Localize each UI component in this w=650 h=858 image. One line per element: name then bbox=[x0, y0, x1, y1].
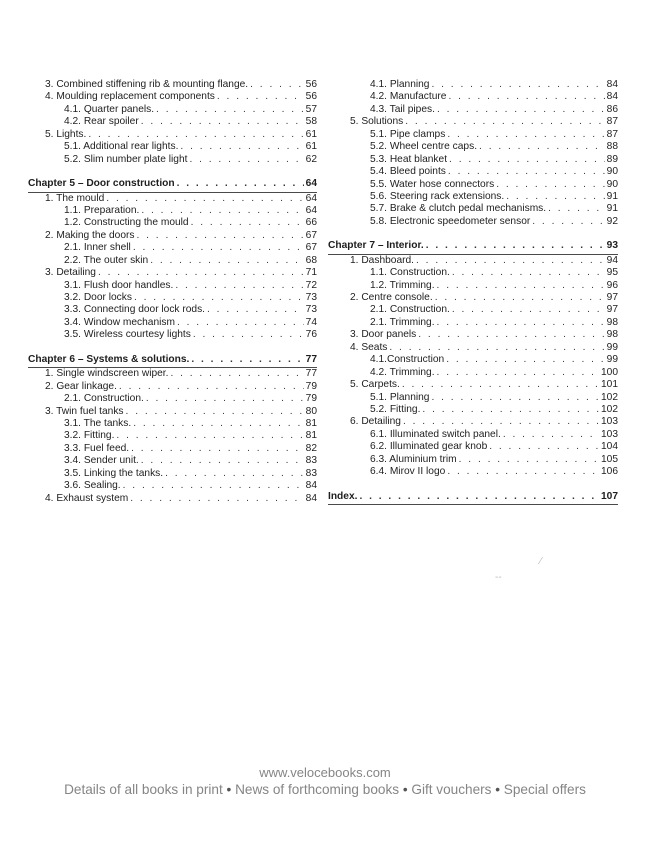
toc-page-number: 57 bbox=[305, 103, 317, 115]
toc-page-number: 61 bbox=[305, 141, 317, 153]
toc-entry bbox=[28, 267, 317, 279]
footer-tagline bbox=[0, 782, 650, 797]
toc-entry-title: 5.2. Slim number plate light bbox=[64, 153, 188, 165]
toc-page-number: 74 bbox=[305, 316, 317, 328]
toc-entry-title: 1. The mould bbox=[45, 192, 105, 204]
toc-entry-title: 3. Detailing bbox=[45, 267, 96, 279]
toc-entry-title: 2. Centre console. bbox=[350, 292, 433, 303]
dot-leader bbox=[431, 392, 599, 404]
toc-entry-title: 1.2. Trimming. bbox=[370, 279, 435, 291]
toc-page-number: 101 bbox=[601, 379, 618, 391]
toc-entry-title: Index. bbox=[328, 490, 358, 502]
toc-page-number: 64 bbox=[305, 204, 317, 216]
dot-leader bbox=[437, 280, 605, 292]
toc-page-number: 99 bbox=[606, 341, 618, 353]
toc-page-number: 68 bbox=[305, 254, 317, 266]
toc-entry bbox=[28, 230, 317, 242]
toc-entry-title: 3. Twin fuel tanks bbox=[45, 405, 124, 417]
toc-page-number: 103 bbox=[601, 416, 618, 428]
toc-page-number: 100 bbox=[601, 366, 618, 378]
toc-page-number: 105 bbox=[601, 453, 618, 465]
dot-leader bbox=[389, 342, 604, 354]
toc-entry bbox=[328, 304, 618, 316]
dot-leader bbox=[496, 179, 604, 191]
dot-leader bbox=[189, 154, 303, 166]
toc-page-number: 83 bbox=[305, 455, 317, 467]
dot-leader bbox=[150, 255, 303, 267]
dot-leader bbox=[106, 193, 303, 205]
toc-entry bbox=[28, 116, 317, 128]
toc-entry bbox=[328, 354, 618, 366]
toc-entry-title: 4. Moulding replacement components bbox=[45, 91, 215, 103]
footer-item: Details of all books in print bbox=[64, 782, 223, 797]
toc-page-number: 87 bbox=[606, 116, 618, 128]
toc-page-number: 62 bbox=[305, 153, 317, 165]
dot-leader bbox=[141, 455, 304, 467]
toc-page-number: 76 bbox=[305, 329, 317, 341]
toc-entry-title: 5. Lights. bbox=[45, 128, 87, 140]
toc-page-number: 84 bbox=[305, 480, 317, 492]
toc-page-number: 107 bbox=[601, 490, 618, 502]
toc-page-number: 96 bbox=[606, 279, 618, 291]
toc-page-number: 73 bbox=[305, 304, 317, 316]
toc-entry-title: 3.4. Window mechanism bbox=[64, 316, 175, 328]
toc-entry-title: 2.1. Trimming. bbox=[370, 316, 435, 328]
dot-leader bbox=[448, 91, 604, 103]
dot-leader bbox=[136, 230, 303, 242]
toc-entry-title: 6.2. Illuminated gear knob bbox=[370, 441, 488, 453]
toc-entry bbox=[328, 367, 618, 379]
toc-page-number: 87 bbox=[606, 128, 618, 140]
toc-entry bbox=[328, 129, 618, 141]
dot-leader bbox=[191, 217, 304, 229]
toc-entry-title: 5.1. Planning bbox=[370, 391, 430, 403]
toc-entry-title: 4.1. Quarter panels. bbox=[64, 103, 155, 115]
dot-leader bbox=[447, 129, 604, 141]
toc-page-number: 88 bbox=[606, 141, 618, 153]
toc-entry bbox=[28, 480, 317, 492]
toc-entry bbox=[328, 116, 618, 128]
dot-leader bbox=[403, 416, 599, 428]
dot-leader bbox=[416, 255, 605, 267]
dot-leader bbox=[489, 441, 599, 453]
section-gap bbox=[328, 228, 618, 240]
toc-entry bbox=[328, 267, 618, 279]
toc-entry-title: 4.1.Construction bbox=[370, 354, 445, 366]
toc-entry-title: 6. Detailing bbox=[350, 416, 401, 428]
toc-page-number: 84 bbox=[606, 79, 618, 90]
toc-entry bbox=[328, 91, 618, 103]
toc-entry bbox=[28, 381, 317, 393]
toc-page-number: 77 bbox=[305, 368, 317, 380]
toc-page-number: 93 bbox=[606, 240, 618, 252]
toc-page-number: 90 bbox=[606, 166, 618, 178]
toc-page-number: 56 bbox=[305, 79, 317, 90]
toc-entry bbox=[28, 329, 317, 341]
toc-entry-title: 5. Carpets. bbox=[350, 379, 400, 391]
dot-leader bbox=[133, 418, 303, 430]
toc-entry bbox=[28, 443, 317, 455]
toc-entry bbox=[328, 255, 618, 267]
chapter-underline bbox=[328, 504, 618, 505]
dot-leader bbox=[437, 317, 605, 329]
dot-leader bbox=[134, 292, 304, 304]
bullet-separator: • bbox=[402, 782, 408, 797]
toc-page-number: 77 bbox=[305, 353, 317, 365]
dot-leader bbox=[437, 367, 599, 379]
dot-leader bbox=[532, 216, 604, 228]
toc-page-number: 98 bbox=[606, 329, 618, 341]
toc-entry bbox=[28, 430, 317, 442]
toc-entry bbox=[28, 406, 317, 418]
toc-entry bbox=[28, 468, 317, 480]
toc-entry-title: 4.2. Trimming. bbox=[370, 366, 435, 378]
toc-page-number: 104 bbox=[601, 441, 618, 453]
toc-entry-title: 2. Gear linkage. bbox=[45, 380, 117, 392]
toc-page-number: 86 bbox=[606, 103, 618, 115]
bullet-separator: • bbox=[226, 782, 232, 797]
toc-entry-title: 5.6. Steering rack extensions. bbox=[370, 190, 505, 202]
dot-leader bbox=[217, 91, 304, 103]
toc-entry-title: 3.1. Flush door handles. bbox=[64, 279, 174, 291]
dot-leader bbox=[116, 430, 303, 442]
toc-page-number: 106 bbox=[601, 466, 618, 478]
toc-page-number: 80 bbox=[305, 405, 317, 417]
dot-leader bbox=[452, 304, 605, 316]
toc-entry bbox=[328, 216, 618, 228]
toc-page-number: 66 bbox=[305, 217, 317, 229]
toc-entry-title: Chapter 5 – Door construction bbox=[28, 178, 175, 190]
toc-entry-title: 3.5. Linking the tanks. bbox=[64, 467, 164, 479]
dot-leader bbox=[548, 203, 605, 215]
toc-entry bbox=[328, 342, 618, 354]
dot-leader bbox=[119, 381, 304, 393]
toc-entry-title: 5.7. Brake & clutch pedal mechanisms. bbox=[370, 203, 547, 215]
toc-entry bbox=[28, 129, 317, 141]
dot-leader bbox=[459, 454, 599, 466]
toc-entry-title: 5.1. Pipe clamps bbox=[370, 128, 446, 140]
section-gap bbox=[328, 479, 618, 491]
dot-leader bbox=[88, 129, 303, 141]
dot-leader bbox=[503, 429, 599, 441]
toc-entry-title: 6.3. Aluminium trim bbox=[370, 453, 457, 465]
toc-entry-title: 2.1. Construction. bbox=[370, 304, 450, 316]
dot-leader bbox=[177, 178, 304, 190]
toc-entry-title: 6.4. Mirov II logo bbox=[370, 466, 446, 478]
toc-entry bbox=[28, 193, 317, 205]
toc-entry bbox=[328, 392, 618, 404]
dot-leader bbox=[506, 191, 604, 203]
dot-leader bbox=[207, 304, 304, 316]
dot-leader bbox=[446, 354, 604, 366]
toc-page-number: 67 bbox=[305, 242, 317, 254]
toc-entry bbox=[328, 466, 618, 478]
dot-leader bbox=[170, 368, 303, 380]
toc-entry bbox=[328, 317, 618, 329]
toc-page-number: 58 bbox=[305, 116, 317, 128]
bullet-separator: • bbox=[495, 782, 501, 797]
toc-page-number: 73 bbox=[305, 292, 317, 303]
toc-page-number: 92 bbox=[606, 215, 618, 227]
dot-leader bbox=[431, 79, 604, 91]
dot-leader bbox=[405, 116, 604, 128]
toc-entry bbox=[328, 329, 618, 341]
dot-leader bbox=[141, 116, 304, 128]
toc-entry bbox=[328, 104, 618, 116]
toc-entry bbox=[328, 441, 618, 453]
toc-entry bbox=[328, 179, 618, 191]
toc-entry-title: 4.2. Manufacture bbox=[370, 91, 447, 103]
toc-entry bbox=[328, 379, 618, 391]
toc-entry-title: 4.2. Rear spoiler bbox=[64, 116, 139, 128]
toc-entry bbox=[28, 368, 317, 380]
toc-entry-title: 1. Dashboard. bbox=[350, 254, 414, 266]
toc-page-number: 91 bbox=[606, 203, 618, 215]
toc-entry bbox=[28, 242, 317, 254]
dot-leader bbox=[452, 267, 605, 279]
toc-left-column bbox=[28, 79, 317, 505]
toc-entry-title: 6.1. Illuminated switch panel. bbox=[370, 428, 501, 440]
toc-entry bbox=[328, 79, 618, 91]
toc-page-number: 72 bbox=[305, 279, 317, 291]
toc-entry bbox=[328, 154, 618, 166]
toc-entry bbox=[328, 203, 618, 215]
toc-entry-title: 4. Seats bbox=[350, 341, 388, 353]
toc-chapter-entry bbox=[28, 178, 317, 190]
toc-right-column bbox=[328, 79, 618, 505]
toc-entry-title: 1. Single windscreen wiper. bbox=[45, 368, 169, 380]
toc-page-number: 81 bbox=[305, 430, 317, 442]
toc-chapter-entry bbox=[328, 240, 618, 252]
toc-entry bbox=[28, 205, 317, 217]
toc-entry-title: 1.2. Constructing the mould bbox=[64, 217, 189, 229]
dot-leader bbox=[359, 491, 599, 503]
toc-entry-title: 5.2. Fitting. bbox=[370, 403, 421, 415]
toc-entry-title: 5.8. Electronic speedometer sensor bbox=[370, 215, 531, 227]
toc-page-number: 84 bbox=[606, 91, 618, 103]
dot-leader bbox=[177, 317, 304, 329]
toc-entry bbox=[28, 217, 317, 229]
toc-entry bbox=[328, 141, 618, 153]
toc-entry-title: 3.2. Door locks bbox=[64, 292, 132, 303]
dot-leader bbox=[156, 104, 304, 116]
dot-leader bbox=[126, 406, 304, 418]
toc-page-number: 83 bbox=[305, 467, 317, 479]
toc-page-number: 97 bbox=[606, 304, 618, 316]
toc-entry-title: 5. Solutions bbox=[350, 116, 404, 128]
toc-entry bbox=[328, 191, 618, 203]
section-gap bbox=[28, 342, 317, 354]
section-gap bbox=[28, 166, 317, 178]
toc-entry bbox=[328, 404, 618, 416]
toc-page-number: 89 bbox=[606, 153, 618, 165]
toc-entry bbox=[28, 418, 317, 430]
toc-entry bbox=[328, 280, 618, 292]
toc-entry bbox=[28, 91, 317, 103]
toc-entry-title: 2.1. Construction. bbox=[64, 393, 144, 405]
toc-page-number: 79 bbox=[305, 393, 317, 405]
toc-entry bbox=[328, 292, 618, 304]
toc-entry-title: 4.3. Tail pipes. bbox=[370, 103, 435, 115]
toc-page-number: 98 bbox=[606, 316, 618, 328]
toc-entry-title: 3.4. Sender unit. bbox=[64, 455, 139, 467]
toc-entry bbox=[28, 493, 317, 505]
dot-leader bbox=[130, 493, 303, 505]
footer-item: Gift vouchers bbox=[411, 782, 492, 797]
dot-leader bbox=[402, 379, 599, 391]
dot-leader bbox=[131, 443, 304, 455]
dot-leader bbox=[448, 166, 605, 178]
toc-entry-title: 5.2. Wheel centre caps. bbox=[370, 141, 478, 153]
toc-entry-title: 2.1. Inner shell bbox=[64, 242, 131, 254]
dot-leader bbox=[146, 393, 304, 405]
dot-leader bbox=[426, 240, 605, 252]
dot-leader bbox=[449, 154, 605, 166]
toc-entry-title: 5.4. Bleed points bbox=[370, 166, 446, 178]
toc-entry-title: 5.3. Heat blanket bbox=[370, 153, 448, 165]
toc-page-number: 95 bbox=[606, 267, 618, 279]
toc-entry bbox=[28, 393, 317, 405]
toc-entry-title: 4.1. Planning bbox=[370, 79, 430, 90]
toc-entry-title: 3.2. Fitting. bbox=[64, 430, 115, 442]
toc-entry bbox=[28, 280, 317, 292]
toc-chapter-entry bbox=[328, 491, 618, 503]
toc-entry-title: 5.5. Water hose connectors bbox=[370, 178, 495, 190]
dot-leader bbox=[191, 354, 303, 366]
toc-entry bbox=[328, 454, 618, 466]
toc-entry-title: 4. Exhaust system bbox=[45, 492, 129, 504]
dot-leader bbox=[437, 104, 605, 116]
toc-page-number: 67 bbox=[305, 229, 317, 241]
dot-leader bbox=[175, 280, 303, 292]
toc-page-number: 102 bbox=[601, 391, 618, 403]
toc-page-number: 64 bbox=[305, 192, 317, 204]
toc-entry-title: 3. Door panels bbox=[350, 329, 417, 341]
toc-page-number: 84 bbox=[305, 492, 317, 504]
toc-entry-title: Chapter 7 – Interior. bbox=[328, 240, 424, 252]
dot-leader bbox=[435, 292, 605, 304]
toc-entry-title: Chapter 6 – Systems & solutions. bbox=[28, 353, 190, 365]
toc-entry bbox=[28, 455, 317, 467]
dot-leader bbox=[133, 242, 304, 254]
dot-leader bbox=[422, 404, 599, 416]
toc-entry-title: 3.1. The tanks. bbox=[64, 417, 132, 429]
toc-page-number: 56 bbox=[305, 91, 317, 103]
footer-item: News of forthcoming books bbox=[235, 782, 400, 797]
toc-page-number: 103 bbox=[601, 428, 618, 440]
toc-page-number: 90 bbox=[606, 178, 618, 190]
toc-entry bbox=[28, 104, 317, 116]
dot-leader bbox=[141, 205, 303, 217]
toc-page-number: 97 bbox=[606, 292, 618, 303]
dot-leader bbox=[479, 141, 605, 153]
dot-leader bbox=[165, 468, 304, 480]
toc-entry bbox=[28, 317, 317, 329]
toc-entry-title: 3. Combined stiffening rib & mounting flange. bbox=[45, 79, 249, 90]
toc-entry-title: 1.1. Construction. bbox=[370, 267, 450, 279]
dot-leader bbox=[418, 329, 604, 341]
toc-entry-title: 5.1. Additional rear lights. bbox=[64, 141, 179, 153]
toc-entry bbox=[28, 141, 317, 153]
toc-page-number: 64 bbox=[305, 178, 317, 190]
toc-entry bbox=[28, 154, 317, 166]
toc-entry bbox=[28, 255, 317, 267]
toc-entry bbox=[28, 292, 317, 304]
dot-leader bbox=[180, 141, 303, 153]
toc-entry-title: 3.5. Wireless courtesy lights bbox=[64, 329, 191, 341]
toc-page-number: 61 bbox=[305, 128, 317, 140]
dot-leader bbox=[447, 466, 599, 478]
toc-page-number: 102 bbox=[601, 403, 618, 415]
scan-speck: ⁄ bbox=[540, 556, 542, 567]
footer-website: www.velocebooks.com bbox=[259, 765, 391, 780]
toc-page-number: 82 bbox=[305, 442, 317, 454]
toc-entry bbox=[28, 304, 317, 316]
toc-page-number: 81 bbox=[305, 417, 317, 429]
dot-leader bbox=[250, 79, 304, 91]
toc-entry bbox=[328, 429, 618, 441]
toc-entry bbox=[328, 166, 618, 178]
toc-entry-title: 1.1. Preparation. bbox=[64, 204, 140, 216]
toc-page-number: 94 bbox=[606, 254, 618, 266]
toc-entry bbox=[28, 79, 317, 91]
toc-entry-title: 3.6. Sealing. bbox=[64, 480, 121, 492]
toc-entry-title: 2.2. The outer skin bbox=[64, 254, 149, 266]
dot-leader bbox=[193, 329, 304, 341]
toc-entry-title: 3.3. Connecting door lock rods. bbox=[64, 304, 206, 316]
dot-leader bbox=[123, 480, 304, 492]
toc-page-number: 71 bbox=[305, 267, 317, 279]
toc-page-number: 79 bbox=[305, 380, 317, 392]
toc-page-number: 99 bbox=[606, 354, 618, 366]
toc-entry-title: 2. Making the doors bbox=[45, 229, 135, 241]
toc-entry-title: 3.3. Fuel feed. bbox=[64, 442, 130, 454]
toc-chapter-entry bbox=[28, 354, 317, 366]
toc-page-number: 91 bbox=[606, 190, 618, 202]
scan-speck: ‑- bbox=[495, 572, 502, 583]
toc-entry bbox=[328, 416, 618, 428]
dot-leader bbox=[98, 267, 304, 279]
footer-item: Special offers bbox=[503, 782, 586, 797]
